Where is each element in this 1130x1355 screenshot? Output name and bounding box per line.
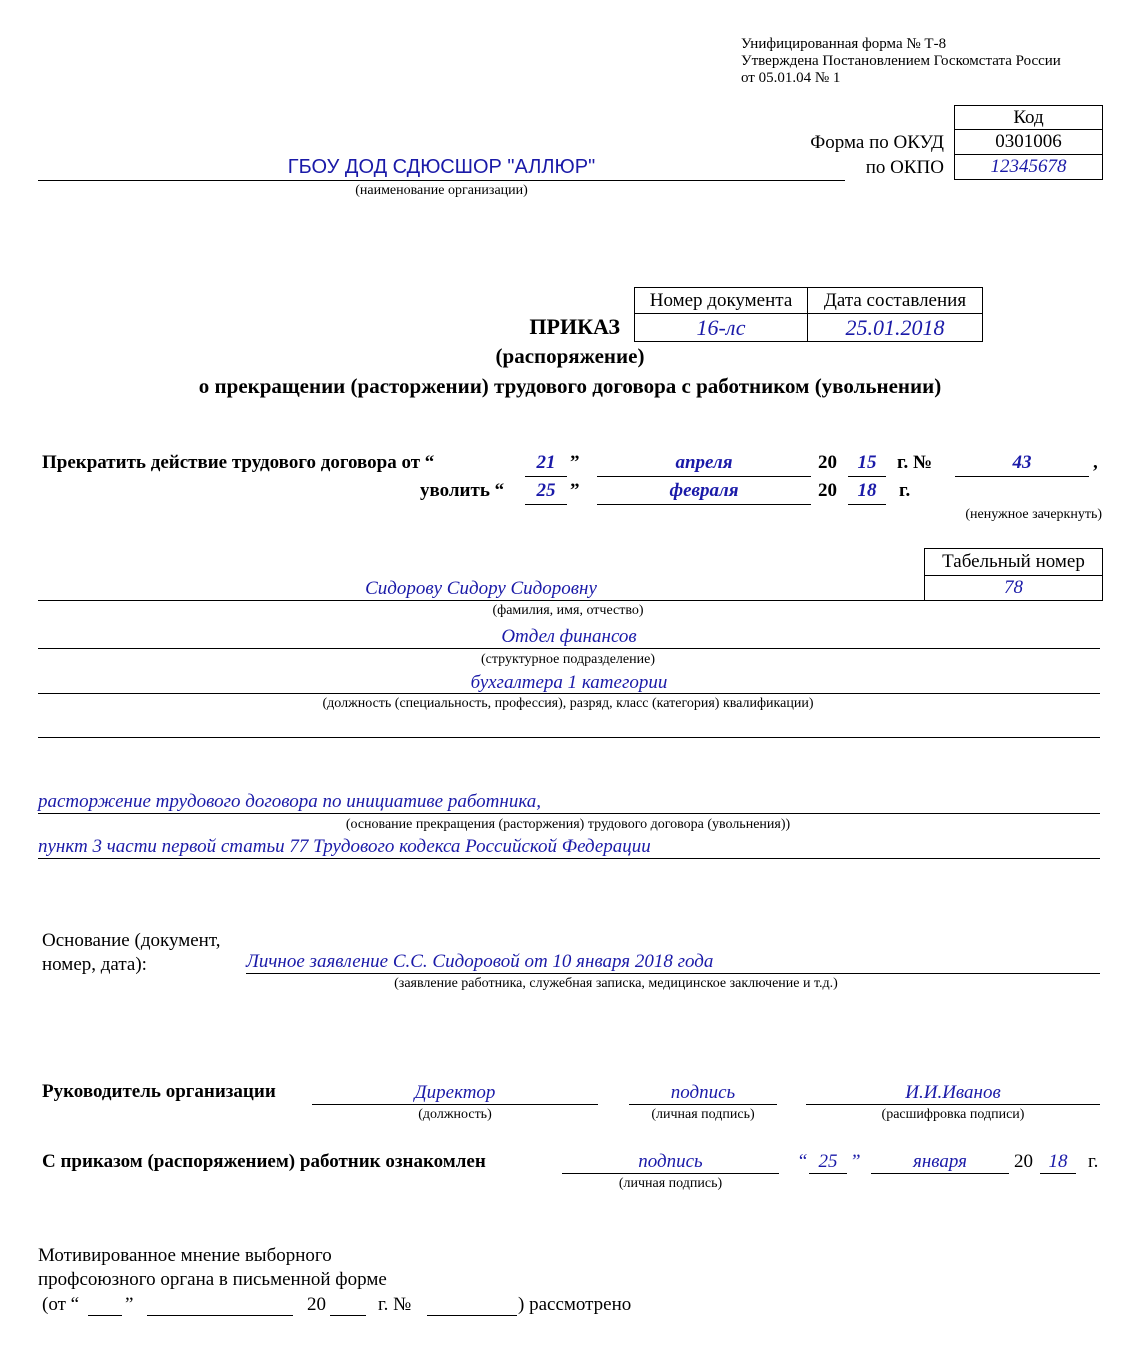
contract-month-line [597, 476, 811, 477]
ack-century: 20 [1014, 1151, 1033, 1172]
employee-name-line [38, 600, 924, 601]
contract-day: 21 [536, 452, 556, 473]
comma: , [1093, 452, 1098, 473]
position-line [38, 693, 1100, 694]
basis-label-line1: Основание (документ, [42, 930, 221, 951]
form-header-line2: Утверждена Постановлением Госкомстата России [741, 53, 1061, 69]
basis-label-line2: номер, дата): [42, 954, 147, 975]
doc-number-table [634, 287, 983, 342]
grounds-line1-rule [38, 813, 1100, 814]
contract-number: 43 [1012, 452, 1032, 473]
ack-signature: подпись [638, 1151, 703, 1172]
quote-open: “ [424, 452, 435, 473]
department-caption: (структурное подразделение) [480, 652, 655, 667]
dismiss-day: 25 [536, 480, 556, 501]
head-signature-caption: (личная подпись) [651, 1107, 755, 1122]
organization-underline [38, 180, 845, 181]
contract-year-line [848, 476, 886, 477]
dismiss-text: уволить [420, 480, 490, 501]
year-no-label: г. № [897, 452, 933, 473]
ack-signature-line [562, 1173, 779, 1174]
basis-line [246, 973, 1100, 974]
acknowledge-label: С приказом (распоряжением) работник ознакомлен [42, 1151, 486, 1172]
form-header [741, 36, 1061, 87]
head-signature-line [629, 1104, 777, 1105]
head-position-caption: (должность) [418, 1107, 492, 1122]
grounds-line1: расторжение трудового договора по инициативе работника, [38, 791, 541, 812]
contract-year: 15 [857, 452, 877, 473]
position-extra-line [38, 737, 1100, 738]
ack-year-line [1040, 1173, 1076, 1174]
contract-number-line [955, 476, 1089, 477]
head-position-line [312, 1104, 598, 1105]
okud-value: 0301006 [954, 129, 1103, 155]
ack-day: 25 [818, 1151, 838, 1172]
ack-year-suffix: г. [1088, 1151, 1099, 1172]
quote-close-2: ” [570, 480, 580, 501]
union-line2: профсоюзного органа в письменной форме [38, 1269, 387, 1290]
form-header-line3: от 05.01.04 № 1 [741, 70, 841, 86]
ack-month-line [871, 1173, 1009, 1174]
ack-quote-open: “ [797, 1151, 808, 1172]
dismiss-month: февраля [669, 480, 739, 501]
union-year-line [330, 1315, 366, 1316]
ack-day-line [809, 1173, 847, 1174]
basis-value: Личное заявление С.С. Сидоровой от 10 января 2018 года [246, 951, 714, 972]
contract-month: апреля [675, 452, 733, 473]
grounds-line2-rule [38, 858, 1100, 859]
basis-caption: (заявление работника, служебная записка, медицинское заключение и т.д.) [394, 976, 838, 991]
union-century: 20 [307, 1294, 326, 1315]
form-header-line1: Унифицированная форма № Т-8 [741, 36, 947, 52]
dismiss-year-line [848, 504, 886, 505]
head-name-line [806, 1104, 1100, 1105]
grounds-caption: (основание прекращения (расторжения) трудового договора (увольнения)) [345, 817, 791, 832]
dismiss-year: 18 [857, 480, 877, 501]
contract-day-line [525, 476, 567, 477]
ack-month: января [913, 1151, 967, 1172]
employee-name-caption: (фамилия, имя, отчество) [492, 603, 644, 618]
order-title: ПРИКАЗ [529, 314, 620, 339]
ack-quote-close: ” [850, 1151, 861, 1172]
dismiss-century: 20 [818, 480, 837, 501]
okpo-label: по ОКПО [865, 157, 944, 178]
employee-department: Отдел финансов [501, 626, 637, 647]
union-year-no: г. № [378, 1294, 412, 1315]
employee-position: бухгалтера 1 категории [470, 672, 668, 693]
union-day-line [88, 1315, 122, 1316]
organization-caption: (наименование организации) [355, 183, 528, 198]
doc-number-header: Номер документа [635, 288, 808, 314]
order-subject: о прекращении (расторжении) трудового договора с работником (увольнении) [198, 374, 942, 398]
head-name-caption: (расшифровка подписи) [881, 1107, 1025, 1122]
codes-header: Код [954, 105, 1103, 130]
terminate-text: Прекратить действие трудового договора от [42, 452, 421, 473]
ack-year: 18 [1048, 1151, 1068, 1172]
doc-number-value: 16-лс [635, 314, 808, 342]
basis-label [42, 929, 220, 977]
employee-name: Сидорову Сидору Сидоровну [365, 578, 597, 599]
grounds-line2: пункт 3 части первой статьи 77 Трудового кодекса Российской Федерации [38, 836, 651, 857]
head-position: Директор [414, 1082, 496, 1103]
tab-number-value: 78 [924, 575, 1103, 601]
quote-close-1: ” [570, 452, 580, 473]
ack-signature-caption: (личная подпись) [618, 1176, 723, 1191]
union-label [38, 1244, 387, 1292]
tab-number-header: Табельный номер [924, 548, 1103, 576]
okud-label: Форма по ОКУД [810, 132, 944, 153]
union-number-line [427, 1315, 517, 1316]
order-subtitle: (распоряжение) [495, 344, 645, 368]
department-line [38, 648, 1100, 649]
okpo-value: 12345678 [954, 154, 1103, 180]
union-prefix: (от “ [42, 1294, 80, 1315]
terminate-label [42, 452, 434, 474]
dismiss-month-line [597, 504, 811, 505]
dismiss-label [420, 480, 504, 502]
contract-century: 20 [818, 452, 837, 473]
union-month-line [147, 1315, 293, 1316]
dismiss-day-line [525, 504, 567, 505]
organization-name: ГБОУ ДОД СДЮСШОР "АЛЛЮР" [287, 156, 596, 178]
doc-date-value: 25.01.2018 [808, 314, 983, 342]
dismiss-year-suffix: г. [899, 480, 911, 501]
doc-date-header: Дата составления [808, 288, 983, 314]
quote-open-2: “ [494, 480, 505, 501]
head-label: Руководитель организации [42, 1081, 276, 1102]
union-quote-close: ” [125, 1294, 134, 1315]
union-suffix: ) рассмотрено [518, 1294, 632, 1315]
head-name: И.И.Иванов [905, 1082, 1001, 1103]
position-caption: (должность (специальность, профессия), разряд, класс (категория) квалификации) [322, 696, 814, 711]
head-signature: подпись [670, 1082, 736, 1103]
strike-note: (ненужное зачеркнуть) [965, 507, 1102, 522]
union-line1: Мотивированное мнение выборного [38, 1245, 332, 1266]
